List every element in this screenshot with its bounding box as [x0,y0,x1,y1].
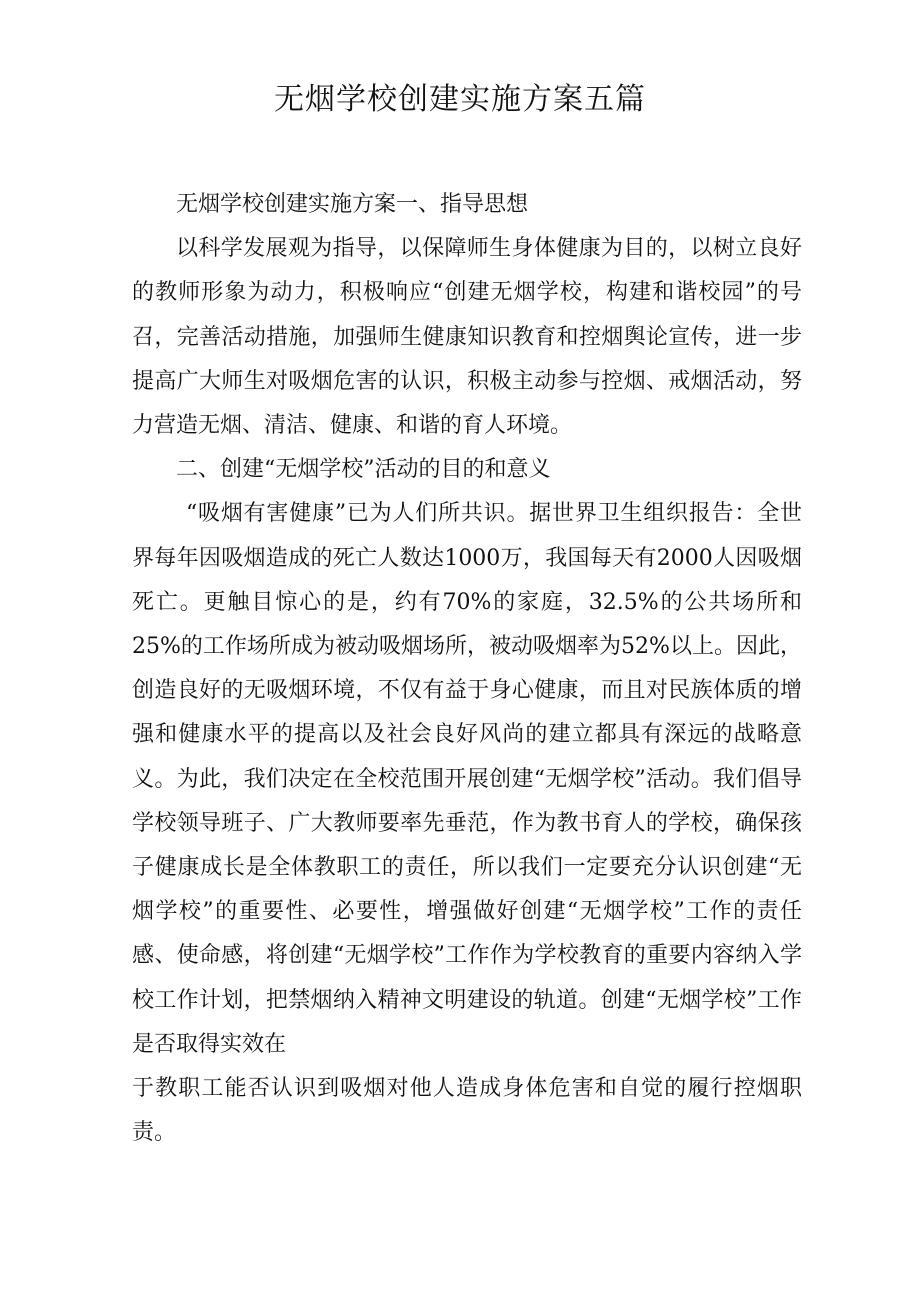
document-title: 无烟学校创建实施方案五篇 [274,82,646,117]
paragraph-continuation: 于教职工能否认识到吸烟对他人造成身体危害和自觉的履行控烟职责。 [132,1076,802,1146]
heading-section-two: 二、创建“无烟学校”活动的目的和意义 [176,457,551,483]
paragraph-purpose-significance: “吸烟有害健康”已为人们所共识。据世界卫生组织报告：全世界每年因吸烟造成的死亡人数达1000万，我国每天有2000人因吸烟死亡。更触目惊心的是，约有70%的家庭，32.5%的公共场所和25%的工作场所成为被动吸烟场所，被动吸烟率为52%以上。因此，创造良好的无吸烟环境，不仅有益于身心健康，而且对民族体质的增强和健康水平的提高以及社会良好风尚的建立都具有深远的战略意义。为此，我们决定在全校范围开展创建“无烟学校”活动。我们倡导学校领导班子、广大教师要率先垂范，作为教书育人的学校，确保孩子健康成长是全体教职工的责任，所以我们一定要充分认识创建“无烟学校”的重要性、必要性，增强做好创建“无烟学校”工作的责任感、使命感，将创建“无烟学校”工作作为学校教育的重要内容纳入学校工作计划，把禁烟纳入精神文明建设的轨道。创建“无烟学校”工作是否取得实效在 [132,501,802,1057]
heading-section-one: 无烟学校创建实施方案一、指导思想 [176,192,529,217]
document-body [132,183,802,1155]
paragraph-guiding-ideology: 以科学发展观为指导，以保障师生身体健康为目的，以树立良好的教师形象为动力，积极响应“创建无烟学校，构建和谐校园”的号召，完善活动措施，加强师生健康知识教育和控烟舆论宣传，进一步提高广大师生对吸烟危害的认识，积极主动参与控烟、戒烟活动，努力营造无烟、清洁、健康、和谐的育人环境。 [132,236,802,439]
